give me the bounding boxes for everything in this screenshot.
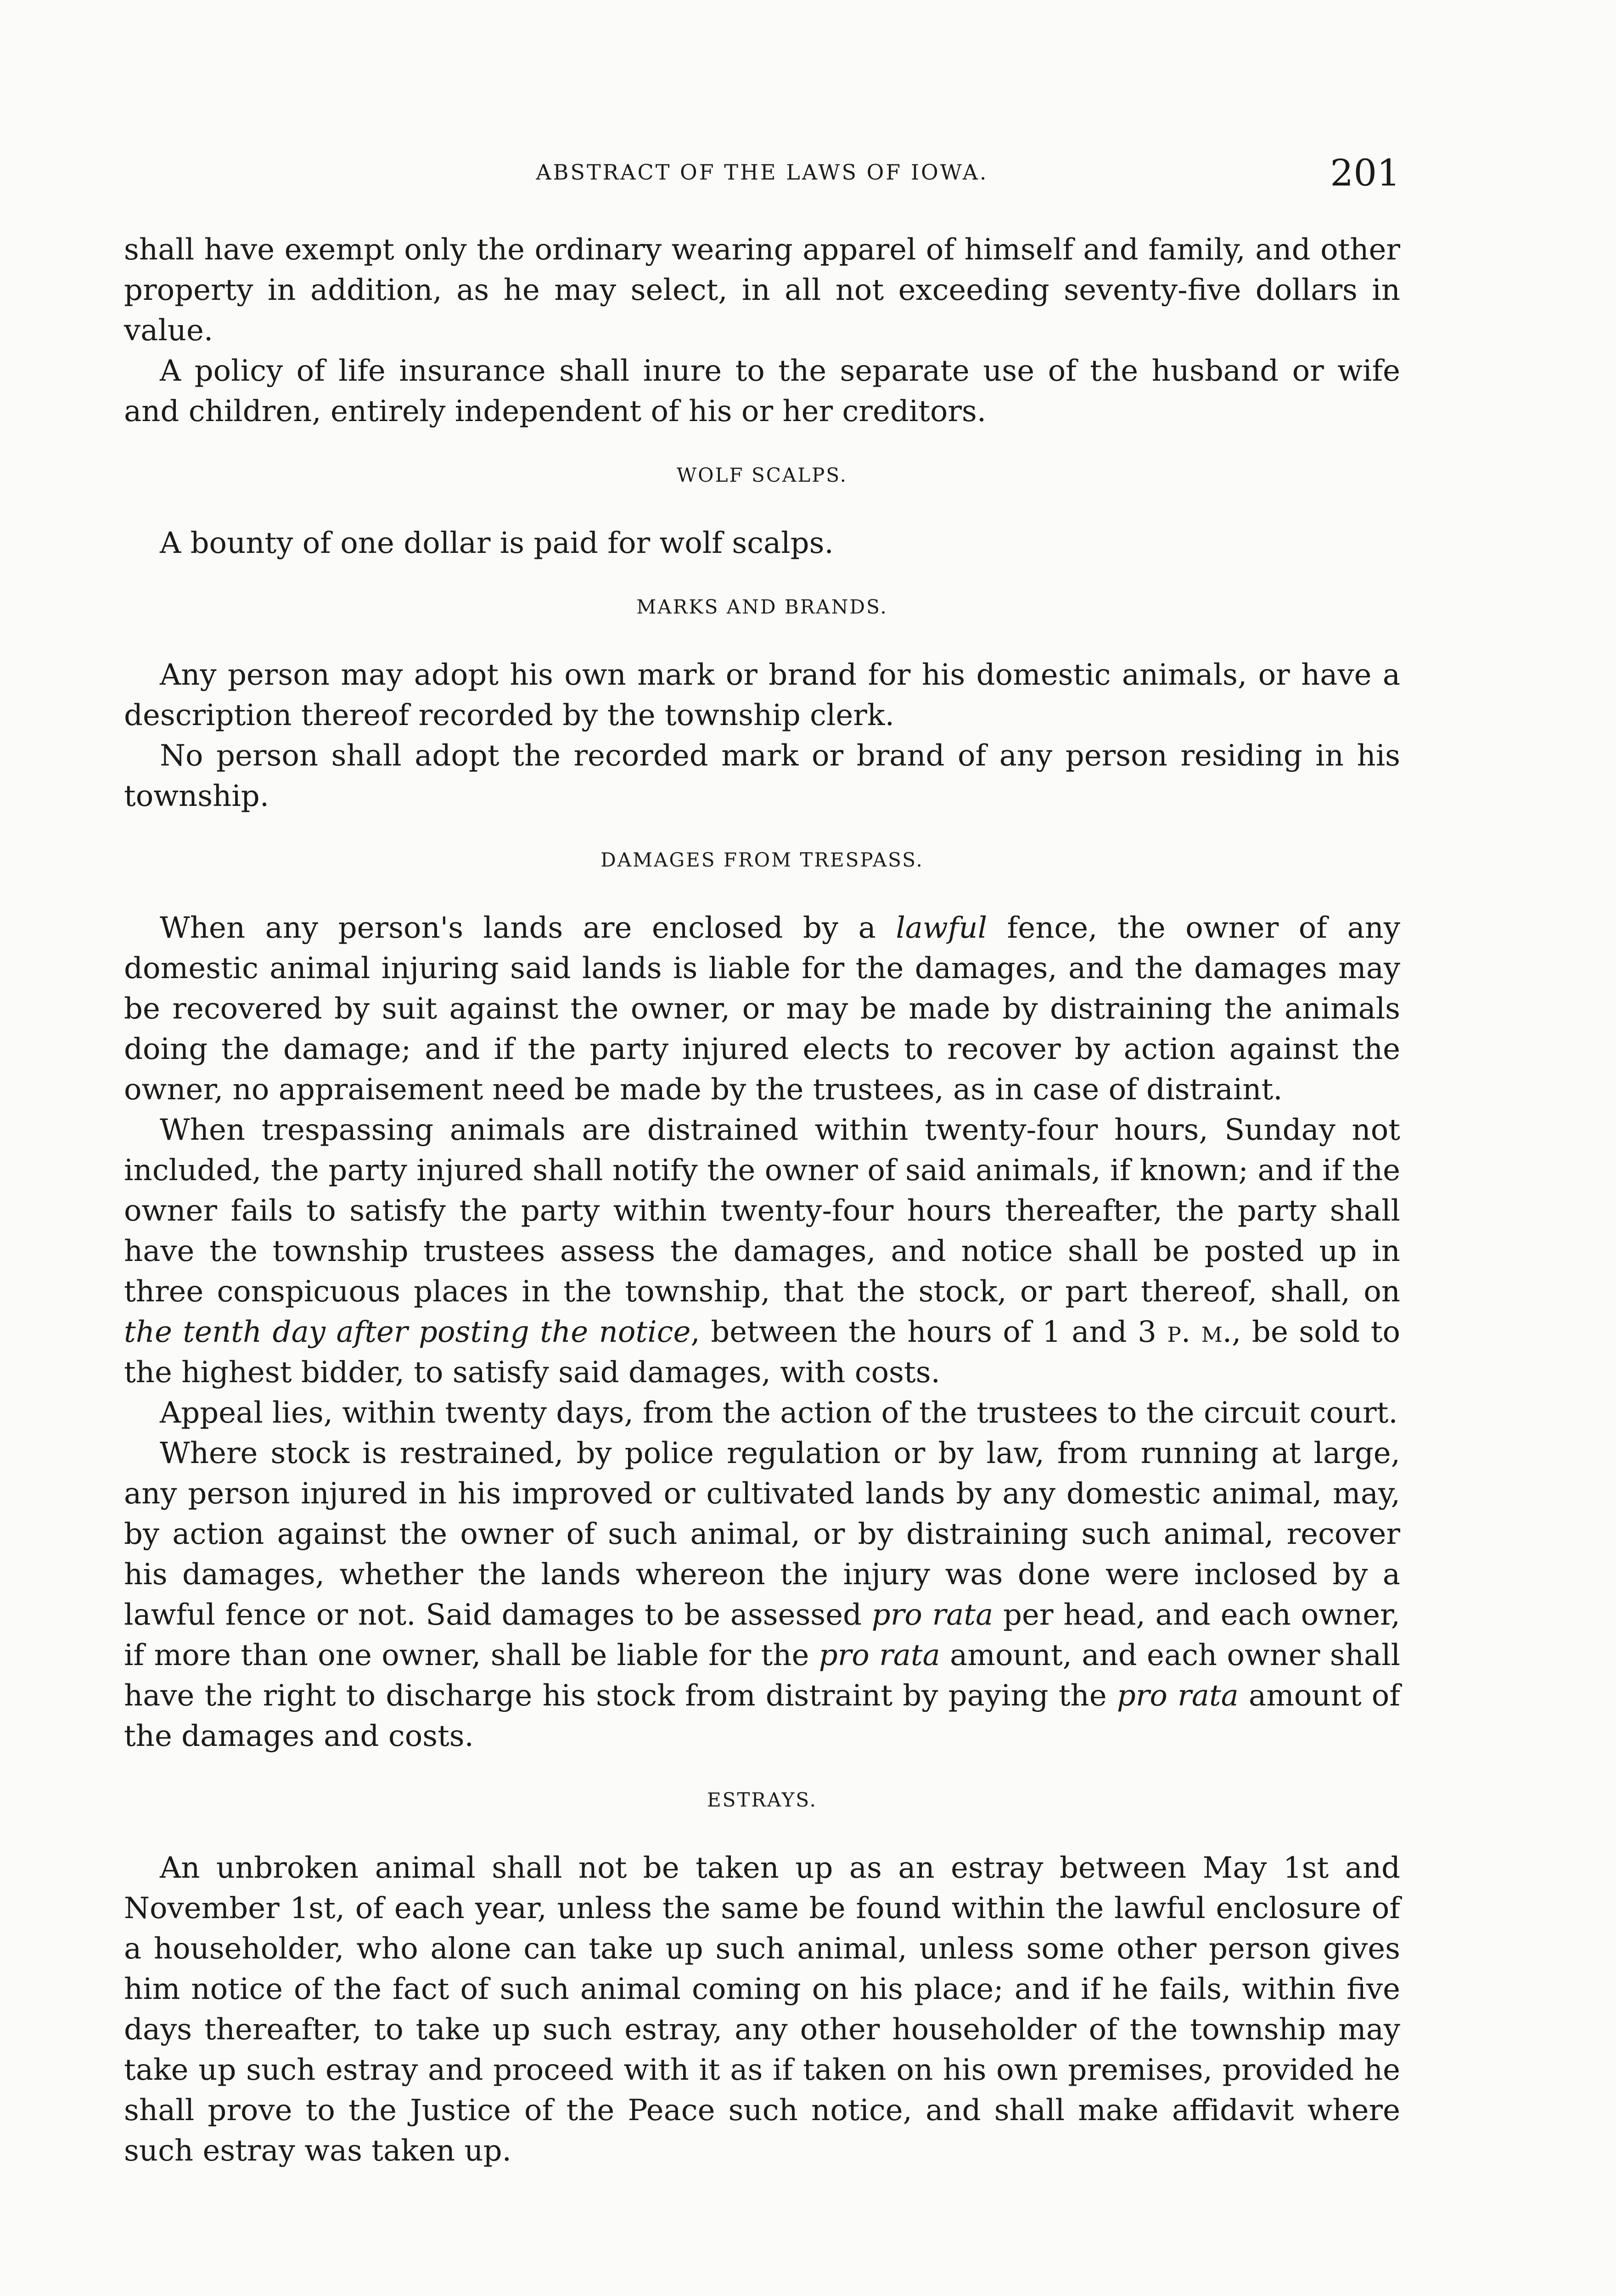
paragraph-adopt-mark: Any person may adopt his own mark or brand for his domestic animals, or have a description thereof recorded by the township clerk. <box>124 658 1400 732</box>
paragraph-stock-restrained <box>124 1433 1400 1756</box>
italic-tenth-day: the tenth day after posting the notice <box>124 1315 691 1349</box>
italic-pro-rata: pro rata <box>871 1598 993 1632</box>
text-run: , between the hours of 1 and 3 <box>690 1315 1167 1349</box>
text-run: amount of the damages and costs. <box>124 1679 1401 1753</box>
paragraph-unbroken-animal: An unbroken animal shall not be taken up as an estray between May 1st and November 1st, of each year, unless the same be found within the lawful enclosure of a householder, who alone can take up such animal, unless some other person gives him notice of the fact of such animal coming on his place; and if he fails, within five days thereafter, to take up such estray, any other householder of the township may take up such estray and proceed with it as if taken on his own premises, provided he shall prove to the Justice of the Peace such notice, and shall make affidavit where such estray was taken up. <box>124 1851 1400 2168</box>
text-run: Where stock is restrained, by police regulation or by law, from running at large, any person injured in his improved or cultivated lands by any domestic animal, may, by action against the owner of such animal, or by distraining such animal, recover his damages, whether the lands whereon the injury was done were inclosed by a lawful fence or not. Said damages to be assessed <box>124 1436 1400 1632</box>
page-body <box>124 230 1400 2171</box>
heading-damages-trespass: DAMAGES FROM TRESPASS. <box>600 849 924 871</box>
paragraph-exemption-continued: shall have exempt only the ordinary wearing apparel of himself and family, and other property in addition, as he may select, in all not exceeding seventy-five dollars in value. <box>124 233 1400 348</box>
heading-wolf-scalps: WOLF SCALPS. <box>677 464 847 486</box>
section-marks-brands <box>124 596 1400 816</box>
text-run: fence, the owner of any domestic animal injuring said lands is liable for the damages, and the damages may be recovered by suit against the owner, or may be made by distraining the animals doing the damage; and if the party injured elects to recover by action against the owner, no appraisement need be made by the trustees, as in case of distraint. <box>124 911 1401 1107</box>
paragraph-distrained-animals <box>124 1110 1400 1393</box>
section-damages-trespass <box>124 849 1400 1756</box>
page-number: 201 <box>1330 152 1400 194</box>
paragraph-lawful-fence <box>124 908 1400 1110</box>
text-run: When any person's lands are enclosed by a <box>160 911 896 945</box>
italic-lawful: lawful <box>896 911 988 945</box>
page-header <box>124 152 1400 202</box>
text-run: per head, and each owner, if more than one owner, shall be liable for the <box>124 1598 1401 1672</box>
paragraph-wolf-bounty: A bounty of one dollar is paid for wolf scalps. <box>160 526 834 560</box>
text-run: amount, and each owner shall have the right to discharge his stock from distraint by paying the <box>124 1638 1401 1713</box>
text-run: When trespassing animals are distrained within twenty-four hours, Sunday not included, the party injured shall notify the owner of said animals, if known; and if the owner fails to satisfy the party within twenty-four hours thereafter, the party shall have the township trustees assess the damages, and notice shall be posted up in three conspicuous places in the township, that the stock, or part thereof, shall, on <box>124 1113 1400 1309</box>
heading-marks-brands: MARKS AND BRANDS. <box>636 596 888 618</box>
paragraph-no-duplicate-mark: No person shall adopt the recorded mark or brand of any person residing in his township. <box>124 739 1400 813</box>
section-wolf-scalps <box>124 464 1400 563</box>
italic-pro-rata: pro rata <box>819 1638 940 1672</box>
italic-pro-rata: pro rata <box>1117 1679 1239 1713</box>
running-title: ABSTRACT OF THE LAWS OF IOWA. <box>536 160 988 185</box>
paragraph-life-insurance: A policy of life insurance shall inure to the separate use of the husband or wife and children, entirely independent of his or her creditors. <box>124 354 1400 428</box>
text-run: , be sold to the highest bidder, to satisfy said damages, with costs. <box>124 1315 1401 1390</box>
small-caps-pm: p. m. <box>1167 1315 1232 1349</box>
section-estrays <box>124 1789 1400 2171</box>
heading-estrays: ESTRAYS. <box>707 1789 818 1811</box>
paragraph-appeal: Appeal lies, within twenty days, from the action of the trustees to the circuit court. <box>160 1396 1398 1430</box>
section-exemption <box>124 230 1400 432</box>
